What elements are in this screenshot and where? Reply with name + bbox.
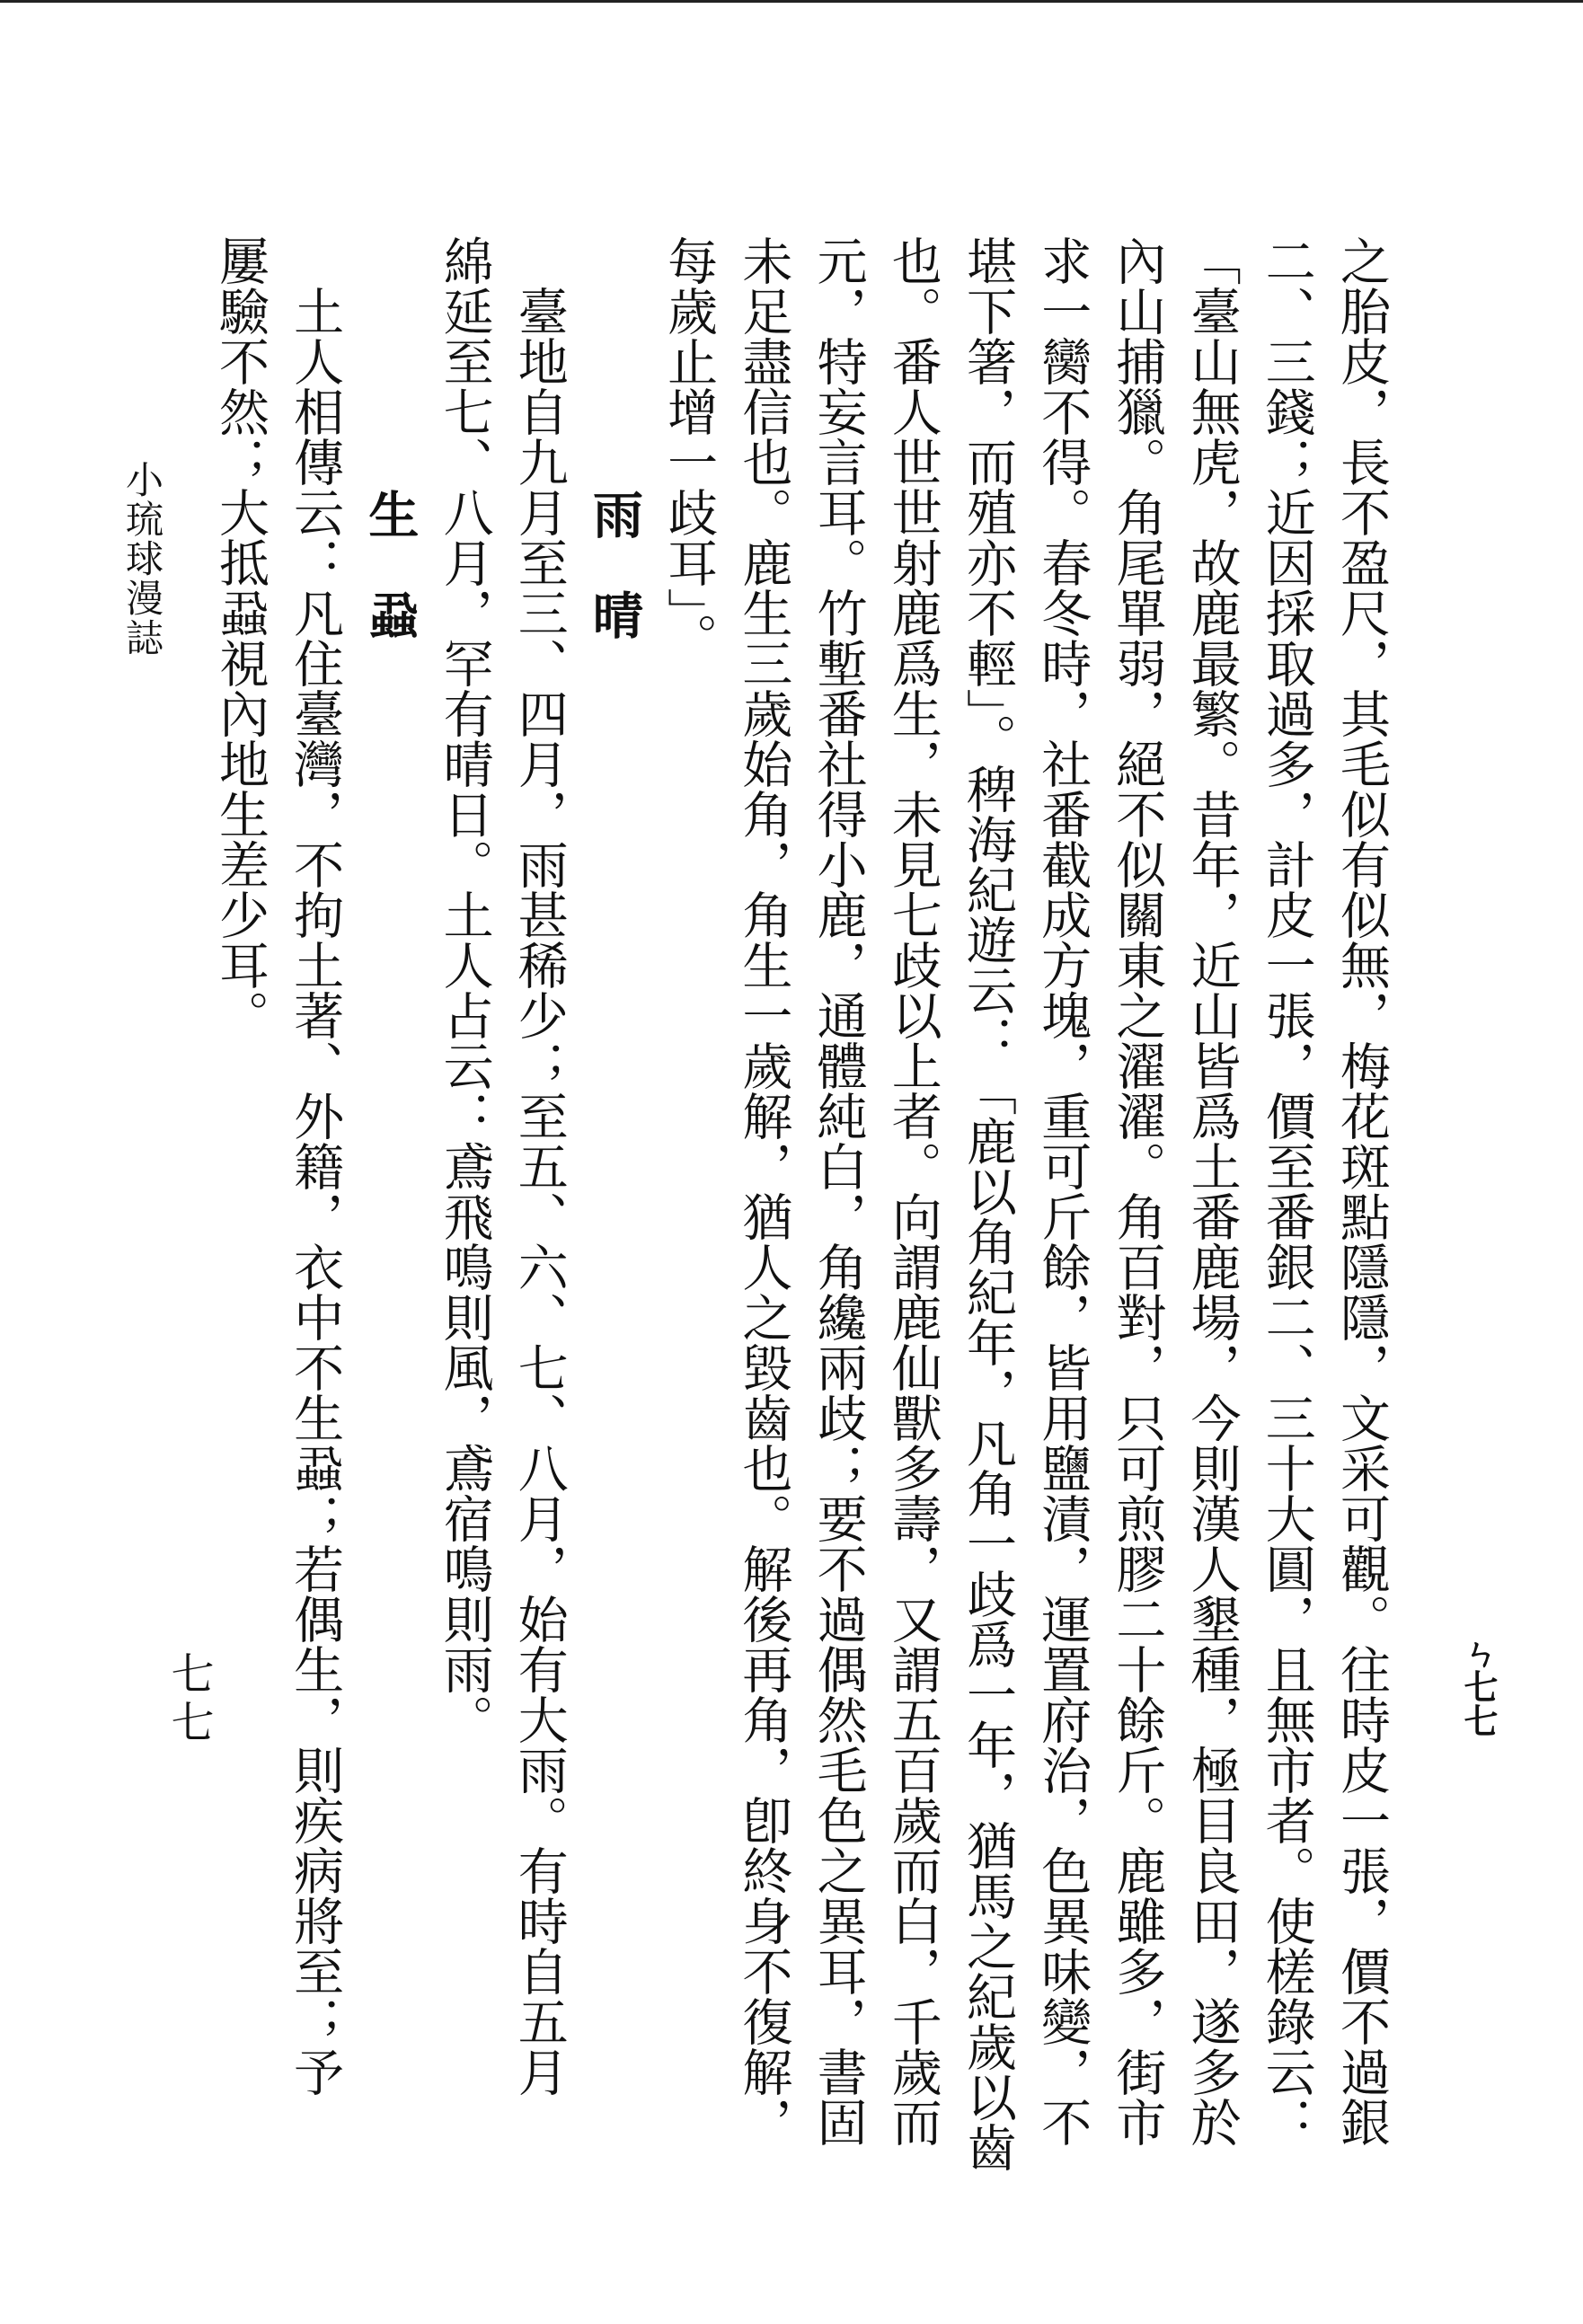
text-line: 「臺山無虎，故鹿最繁。昔年，近山皆爲土番鹿場，今則漢人墾種，極目良田，遂多於: [1182, 235, 1242, 2147]
text-line: 堪下箸，而殖亦不輕」。稗海紀遊云：「鹿以角紀年，凡角一歧爲一年，猶馬之紀歲以齒: [958, 235, 1017, 2172]
text-line: 之胎皮，長不盈尺，其毛似有似無，梅花斑點隱隱，文采可觀。往時皮一張，價不過銀: [1332, 235, 1391, 2147]
margin-mark: ㄣ七七: [1458, 1635, 1499, 1737]
text-line: 也。番人世世射鹿爲生，未見七歧以上者。向謂鹿仙獸多壽，又謂五百歲而白，千歲而: [883, 235, 942, 2147]
top-edge-rule: [0, 0, 1583, 3]
text-line: 內山捕獵。角尾單弱，絕不似關東之濯濯。角百對，只可煎膠二十餘斤。鹿雖多，街市: [1108, 235, 1167, 2147]
section-heading-rain: 雨 晴: [584, 489, 644, 640]
page-number: 七七: [164, 1651, 214, 1748]
text-line: 綿延至七、八月，罕有晴日。土人占云：鳶飛鳴則風，鳶宿鳴則雨。: [435, 235, 494, 1745]
main-text-block: [203, 235, 1399, 2302]
text-line: 元，特妄言耳。竹塹番社得小鹿，通體純白，角纔兩歧；要不過偶然毛色之異耳，書固: [809, 235, 868, 2147]
text-line: 屢驗不然；大抵蝨視內地生差少耳。: [210, 235, 270, 1040]
text-line: 每歲止增一歧耳」。: [659, 235, 719, 663]
section-heading-lice: 生 蝨: [360, 489, 420, 640]
text-line: 臺地自九月至三、四月，雨甚稀少；至五、六、七、八月，始有大雨。有時自五月: [509, 235, 569, 2097]
text-line: 土人相傳云：凡住臺灣，不拘土著、外籍，衣中不生蝨；若偶生，則疾病將至；予: [286, 235, 345, 2097]
text-line: 二、三錢；近因採取過多，計皮一張，價至番銀二、三十大圓，且無市者。使槎錄云：: [1257, 235, 1316, 2147]
text-line: 未足盡信也。鹿生三歲始角，角生一歲解，猶人之毀齒也。解後再角，卽終身不復解，: [734, 235, 793, 2147]
text-line: 求一臠不得。春冬時，社番截成方塊，重可斤餘，皆用鹽漬，運置府治，色異味變，不: [1033, 235, 1092, 2147]
running-title: 小琉球漫誌: [120, 460, 164, 658]
